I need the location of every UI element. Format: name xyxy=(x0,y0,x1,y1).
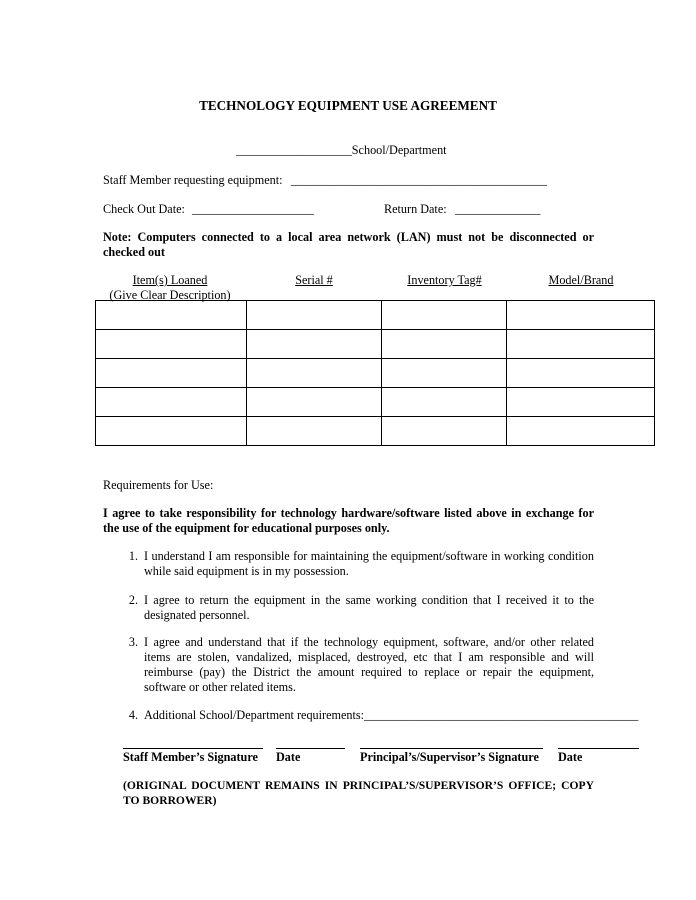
lan-note: Note: Computers connected to a local area network (LAN) must not be disconnected or checked out xyxy=(103,230,594,259)
list-item-number: 3. xyxy=(128,635,138,649)
table-cell[interactable] xyxy=(382,417,507,446)
table-cell[interactable] xyxy=(96,359,247,388)
column-header-items xyxy=(95,273,245,302)
principal-signature-label: Principal’s/Supervisor’s Signature xyxy=(360,750,539,764)
table-cell[interactable] xyxy=(507,301,655,330)
table-row xyxy=(96,301,655,330)
table-cell[interactable] xyxy=(507,330,655,359)
column-header-inventory-tag: Inventory Tag# xyxy=(407,273,482,287)
table-cell[interactable] xyxy=(382,301,507,330)
requirements-heading: Requirements for Use: xyxy=(103,478,214,492)
return-date-label: Return Date: xyxy=(384,202,447,216)
table-row xyxy=(96,359,655,388)
page-title: TECHNOLOGY EQUIPMENT USE AGREEMENT xyxy=(199,98,497,113)
staff-member-field[interactable]: __________________________________________ xyxy=(291,173,547,187)
staff-member-label: Staff Member requesting equipment: xyxy=(103,173,283,187)
table-cell[interactable] xyxy=(246,359,382,388)
equipment-table xyxy=(95,300,655,446)
list-item-number: 2. xyxy=(128,593,138,607)
table-cell[interactable] xyxy=(246,388,382,417)
list-item: I agree to return the equipment in the same working condition that I received it to the designated personnel. xyxy=(144,593,594,622)
table-cell[interactable] xyxy=(382,330,507,359)
table-cell[interactable] xyxy=(382,388,507,417)
table-row xyxy=(96,330,655,359)
table-cell[interactable] xyxy=(246,301,382,330)
footer-note: (ORIGINAL DOCUMENT REMAINS IN PRINCIPAL’S/SUPERVISOR’S OFFICE; COPY TO BORROWER) xyxy=(123,779,594,807)
additional-requirements-field[interactable]: Additional School/Department requirements:_____________________________________________ xyxy=(144,708,639,722)
table-cell[interactable] xyxy=(382,359,507,388)
table-cell[interactable] xyxy=(96,301,247,330)
table-cell[interactable] xyxy=(507,388,655,417)
list-item-number: 1. xyxy=(128,549,138,563)
date-label-1: Date xyxy=(276,750,301,764)
column-header-serial: Serial # xyxy=(295,273,333,287)
principal-signature-line[interactable] xyxy=(360,748,543,749)
checkout-date-field[interactable]: ____________________ xyxy=(192,202,314,216)
table-cell[interactable] xyxy=(96,417,247,446)
column-header-items-sub: (Give Clear Description) xyxy=(109,287,231,302)
table-cell[interactable] xyxy=(96,330,247,359)
table-cell[interactable] xyxy=(507,359,655,388)
list-item-number: 4. xyxy=(128,708,138,722)
date-line-1[interactable] xyxy=(276,748,345,749)
return-date-field[interactable]: ______________ xyxy=(455,202,541,216)
table-cell[interactable] xyxy=(507,417,655,446)
table-cell[interactable] xyxy=(96,388,247,417)
staff-signature-label: Staff Member’s Signature xyxy=(123,750,258,764)
agreement-statement: I agree to take responsibility for technology hardware/software listed above in exchange for the use of the equipment for educational purposes only. xyxy=(103,506,594,535)
column-header-model-brand: Model/Brand xyxy=(548,273,614,287)
school-department-field[interactable]: ___________________School/Department xyxy=(236,143,447,157)
table-row xyxy=(96,388,655,417)
table-row xyxy=(96,417,655,446)
date-label-2: Date xyxy=(558,750,583,764)
checkout-date-label: Check Out Date: xyxy=(103,202,185,216)
table-cell[interactable] xyxy=(246,330,382,359)
list-item: I agree and understand that if the technology equipment, software, and/or other related items are stolen, vandalized, misplaced, destroyed, etc that I am responsible and will reimburse (pay) the District the amount required to replace or repair the equipment, software or other related items. xyxy=(144,635,594,694)
column-header-items-label: Item(s) Loaned xyxy=(132,273,208,287)
table-cell[interactable] xyxy=(246,417,382,446)
list-item: I understand I am responsible for maintaining the equipment/software in working condition while said equipment is in my possession. xyxy=(144,549,594,578)
date-line-2[interactable] xyxy=(558,748,639,749)
staff-signature-line[interactable] xyxy=(123,748,263,749)
